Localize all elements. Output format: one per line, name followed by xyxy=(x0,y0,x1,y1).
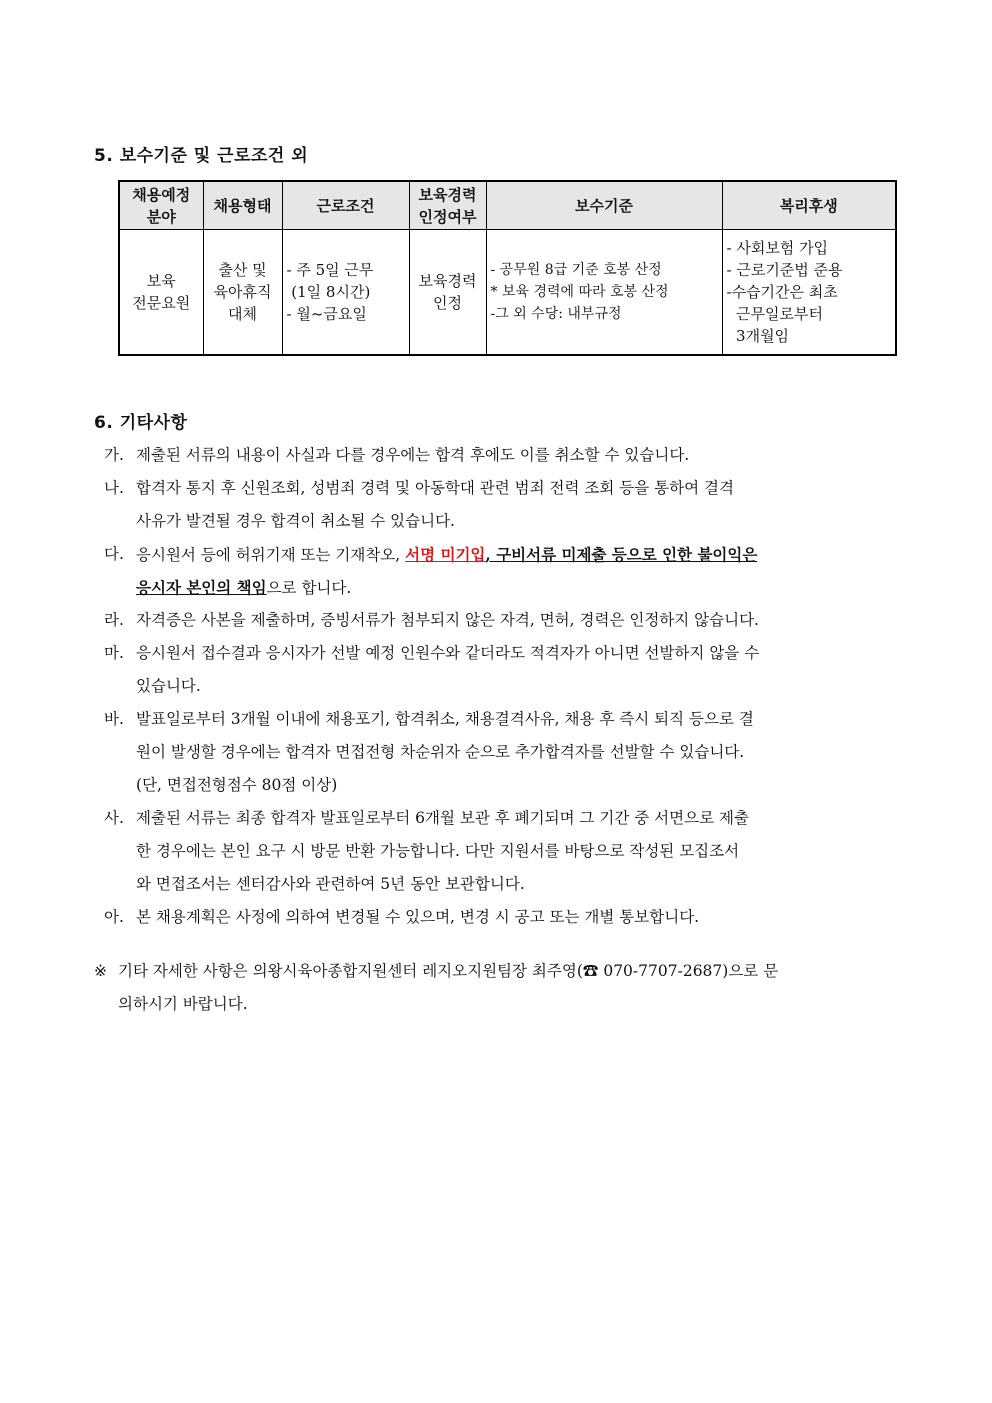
list-item: 다. 응시원서 등에 허위기재 또는 기재착오, 서명 미기입, 구비서류 미제출 등으로 인한 불이익은 응시자 본인의 책임으로 합니다. xyxy=(104,545,758,597)
section-5-title: 5. 보수기준 및 근로조건 외 xyxy=(94,146,309,166)
header-welfare: 복리후생 xyxy=(722,181,896,230)
cell-pay: - 공무원 8급 기준 호봉 산정 * 보육 경력에 따라 호봉 산정 -그 외 수당: 내부규정 xyxy=(486,230,722,356)
list-item: 사. 제출된 서류는 최종 합격자 발표일로부터 6개월 보관 후 폐기되며 그 기간 중 서면으로 제출 한 경우에는 본인 요구 시 방문 반환 가능합니다. 다만 지원서를 바탕으로 작성된 모집조서 와 면접조서는 센터감사와 관련하여 5년 동안 보관합니다. xyxy=(104,809,749,893)
pay-conditions-table xyxy=(118,180,897,356)
emphasis-underline: 응시자 본인의 책임 xyxy=(136,578,267,597)
table-header-row xyxy=(119,181,896,230)
cell-welfare: - 사회보험 가입 - 근로기준법 준용 -수습기간은 최초 근무일로부터 3개월임 xyxy=(722,230,896,356)
header-field: 채용예정 분야 xyxy=(119,181,203,230)
list-item: 가. 제출된 서류의 내용이 사실과 다를 경우에는 합격 후에도 이를 취소할 수 있습니다. xyxy=(104,446,690,464)
section-6-title: 6. 기타사항 xyxy=(94,413,188,433)
contact-note: ※ 기타 자세한 사항은 의왕시육아종합지원센터 레지오지원팀장 최주영(☎ 070-7707-2687)으로 문 의하시기 바랍니다. xyxy=(94,955,899,1021)
header-career: 보육경력 인정여부 xyxy=(409,181,486,230)
list-item: 마. 응시원서 접수결과 응시자가 선발 예정 인원수와 같더라도 적격자가 아니면 선발하지 않을 수 있습니다. xyxy=(104,644,760,695)
list-item: 아. 본 채용계획은 사정에 의하여 변경될 수 있으며, 변경 시 공고 또는 개별 통보합니다. xyxy=(104,908,700,926)
cell-conditions: - 주 5일 근무 (1일 8시간) - 월~금요일 xyxy=(282,230,409,356)
table-row xyxy=(119,230,896,356)
header-type: 채용형태 xyxy=(203,181,282,230)
header-pay: 보수기준 xyxy=(486,181,722,230)
note-mark: ※ xyxy=(94,962,107,980)
cell-career: 보육경력 인정 xyxy=(409,230,486,356)
emphasis-underline: , 구비서류 미제출 등으로 인한 불이익은 xyxy=(485,545,758,564)
cell-type: 출산 및 육아휴직 대체 xyxy=(203,230,282,356)
header-conditions: 근로조건 xyxy=(282,181,409,230)
cell-field: 보육 전문요원 xyxy=(119,230,203,356)
list-item: 바. 발표일로부터 3개월 이내에 채용포기, 합격취소, 채용결격사유, 채용 후 즉시 퇴직 등으로 결 원이 발생할 경우에는 합격자 면접전형 차순위자 순으로 추가합격자를 선발할 수 있습니다. (단, 면접전형점수 80점 이상) xyxy=(104,710,754,794)
list-item: 나. 합격자 통지 후 신원조회, 성범죄 경력 및 아동학대 관련 범죄 전력 조회 등을 통하여 결격 사유가 발견될 경우 합격이 취소될 수 있습니다. xyxy=(104,479,734,530)
emphasis-red: 서명 미기입 xyxy=(405,545,486,564)
list-item: 라. 자격증은 사본을 제출하며, 증빙서류가 첨부되지 않은 자격, 면허, 경력은 인정하지 않습니다. xyxy=(104,611,759,629)
other-items-list xyxy=(104,439,899,934)
